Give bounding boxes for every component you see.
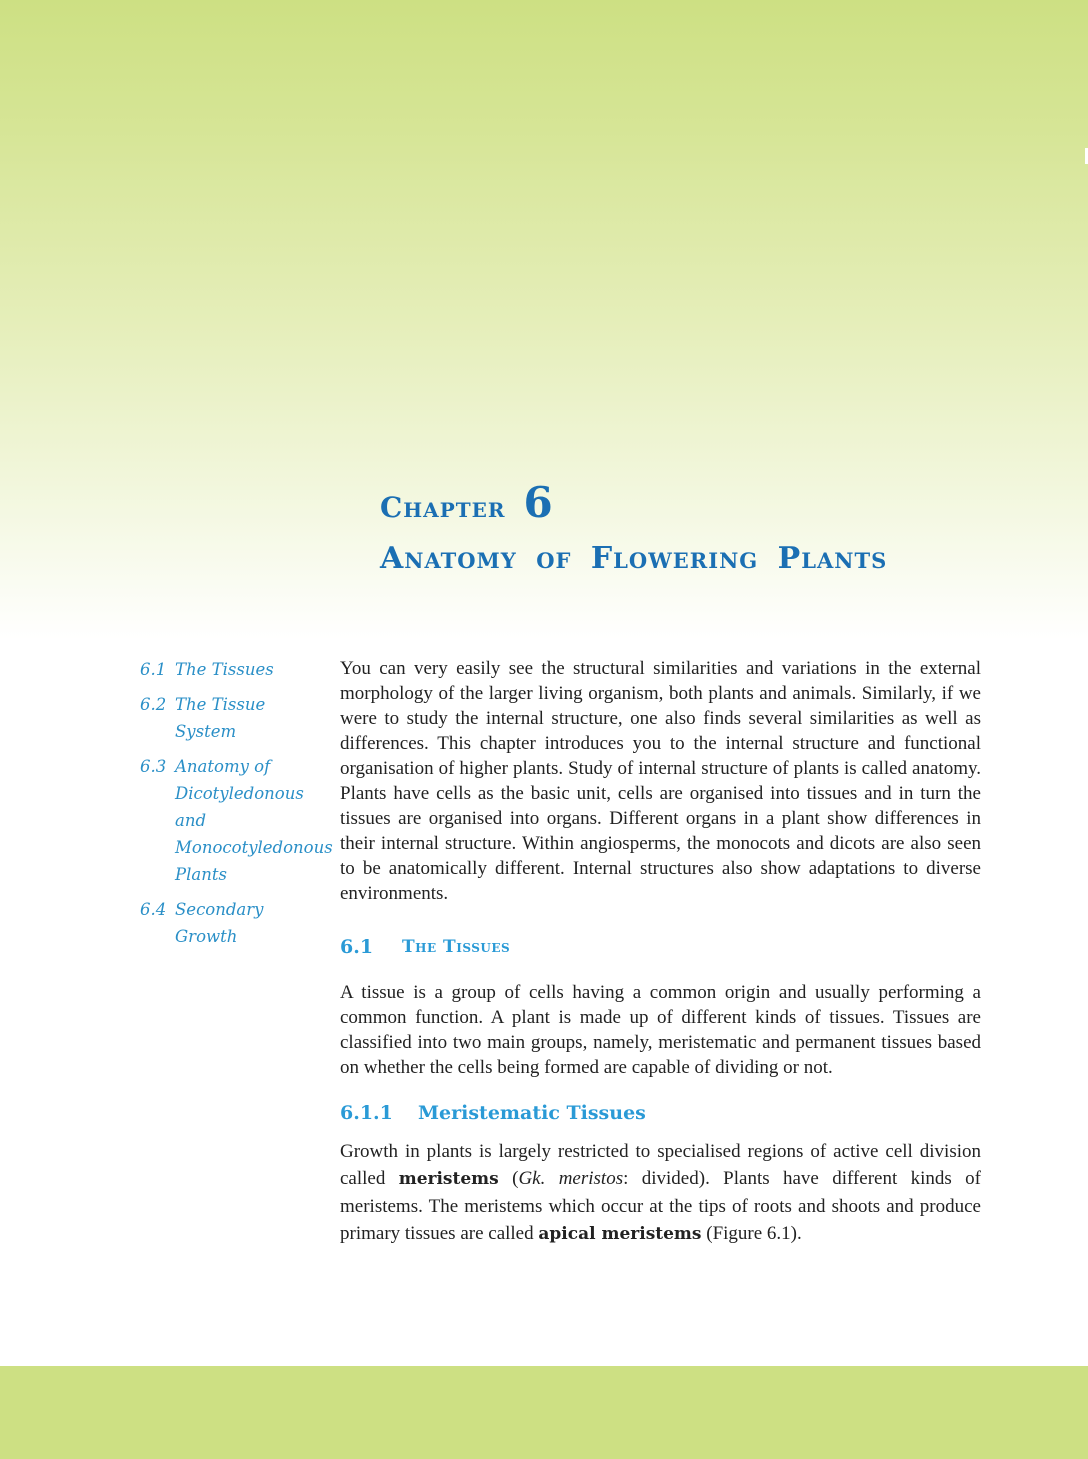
toc-item[interactable] bbox=[140, 691, 330, 745]
section-heading bbox=[340, 936, 981, 958]
subsection-paragraph bbox=[340, 1138, 981, 1248]
toc-item-title: Anatomy of Dicotyledonous and Monocotyledonous Plants bbox=[175, 757, 333, 884]
intro-paragraph: You can very easily see the structural similarities and variations in the external morphology of the larger living organism, both plants and animals. Similarly, if we were to study the internal structure, one also finds several similarities as well as differences. This chapter introduces you to the internal structure and functional organisation of higher plants. Study of internal structure of plants is called anatomy. Plants have cells as the basic unit, cells are organised into tissues and in turn the tissues are organised into organs. Different organs in a plant show differences in their internal structure. Within angiosperms, the monocots and dicots are also seen to be anatomically different. Internal structures also show adaptations to diverse environments. bbox=[340, 658, 981, 904]
subsection-number: 6.1.1 bbox=[340, 1102, 393, 1124]
chapter-label: Chapter bbox=[380, 491, 506, 524]
subsection-title: Meristematic Tissues bbox=[418, 1102, 646, 1124]
chapter-toc bbox=[140, 656, 333, 958]
toc-item-title: The Tissue System bbox=[175, 695, 266, 741]
toc-item-number: 6.2 bbox=[140, 695, 167, 714]
section-paragraph: A tissue is a group of cells having a common origin and usually performing a common function. A plant is made up of different kinds of tissues. Tissues are classified into two main groups, namely, meristematic and permanent tissues based on whether the cells being formed are capable of dividing or not. bbox=[340, 982, 981, 1078]
subsection-heading bbox=[340, 1102, 981, 1124]
chapter-label-line bbox=[380, 478, 887, 527]
section-title: The Tissues bbox=[402, 937, 511, 957]
toc-item-number: 6.3 bbox=[140, 757, 167, 776]
toc-item-number: 6.4 bbox=[140, 900, 167, 919]
toc-item[interactable] bbox=[140, 656, 330, 683]
main-content bbox=[340, 656, 981, 1248]
toc-item-title: Secondary Growth bbox=[175, 900, 264, 946]
footer-band bbox=[0, 1366, 1088, 1459]
toc-item[interactable] bbox=[140, 896, 330, 950]
term-meristems: meristems bbox=[398, 1169, 499, 1189]
subsection-text: Growth in plants is largely restricted to specialised regions of active cell division called bbox=[340, 1141, 981, 1189]
term-apical-meristems: apical meristems bbox=[538, 1224, 702, 1244]
chapter-header bbox=[380, 478, 887, 576]
section-number: 6.1 bbox=[340, 936, 374, 958]
chapter-title: Anatomy of Flowering Plants bbox=[380, 541, 888, 576]
toc-item[interactable] bbox=[140, 753, 333, 888]
chapter-number: 6 bbox=[523, 478, 554, 527]
subsection-text: ( bbox=[498, 1168, 519, 1189]
subsection-text: : divided). Plants have different kinds of meristems. The meristems which occur at the tips of roots and shoots and produce primary tissues are called bbox=[340, 1168, 981, 1244]
etymology: Gk. meristos bbox=[518, 1168, 624, 1189]
subsection-text: (Figure 6.1). bbox=[701, 1223, 802, 1244]
toc-item-title: The Tissues bbox=[175, 660, 274, 679]
toc-item-number: 6.1 bbox=[140, 660, 167, 679]
